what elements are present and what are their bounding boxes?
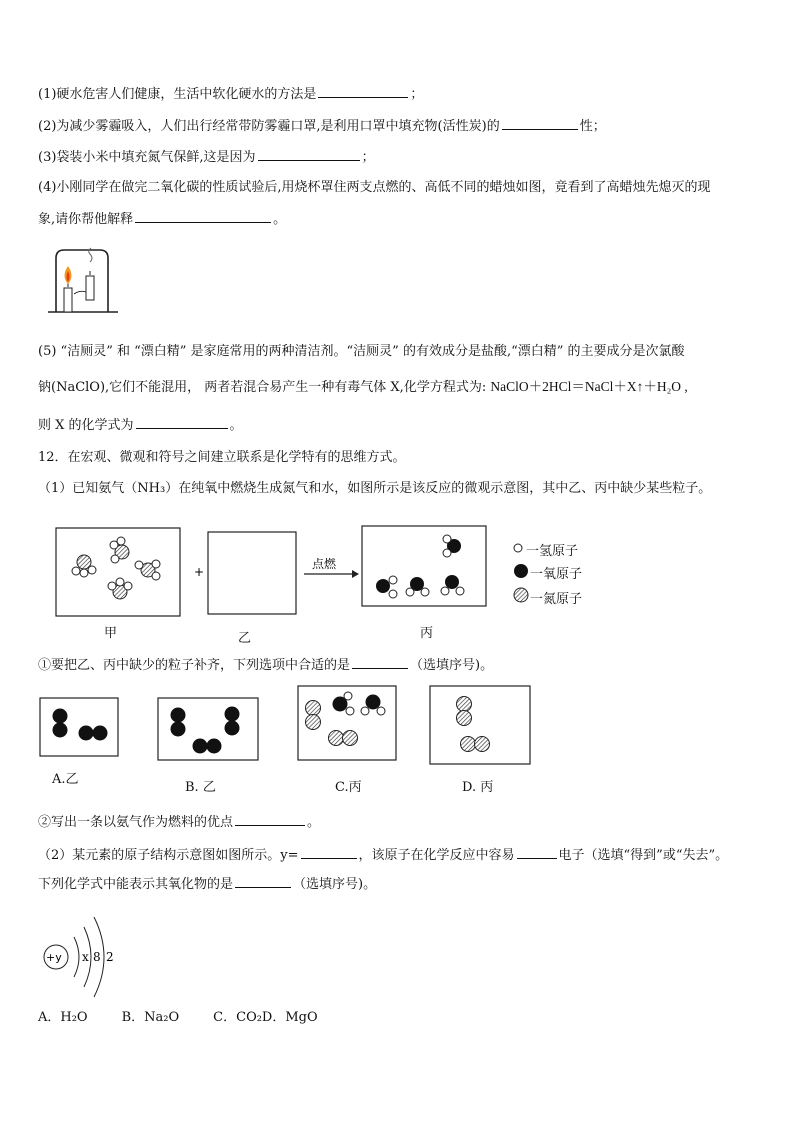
answer-blank[interactable] [235, 874, 291, 888]
candle-beaker-figure [46, 244, 120, 316]
water-molecule [441, 575, 464, 595]
q12-sub1 [38, 655, 493, 675]
legend-hydrogen: 一氢原子 [526, 544, 579, 559]
arrow-label: 点燃 [312, 557, 337, 571]
q12-sub2 [38, 812, 320, 832]
q12-part2-text4: 下列化学式中能表示其氧化物的是 [38, 877, 234, 892]
q11-part3-text: (3)袋装小米中填充氮气保鲜,这是因为 [38, 150, 256, 165]
q12-choices [38, 1009, 352, 1027]
option-a-box [40, 698, 118, 756]
water-molecule [443, 535, 461, 557]
q12-part2-text3: 电子（选填“得到”或“失去”。 [558, 848, 729, 863]
choice-a[interactable]: A．H₂O [38, 1010, 88, 1025]
q11-part5-text2: 钠(NaClO),它们不能混用， 两者若混合易产生一种有毒气体 X,化学方程式为: [38, 380, 487, 395]
q11-part4-text2: 象,请你帮他解释 [38, 212, 134, 227]
chemical-equation: NaClO＋2HCl＝NaCl＋X↑＋H₂O , [490, 379, 688, 394]
q11-part5-text1: (5) “洁厕灵” 和 “漂白精” 是家庭常用的两种清洁剂。“洁厕灵” 的有效成分是盐酸,“漂白精” 的主要成分是次氯酸 [38, 344, 685, 359]
shell-1-count: x [82, 950, 89, 964]
q11-part5-tail: 。 [229, 418, 243, 433]
q11-part2-text: (2)为减少雾霾吸入，人们出行经常带防雾霾口罩,是利用口罩中填充物(活性炭)的 [38, 119, 500, 134]
q12-title [38, 449, 406, 467]
nh3-molecule [72, 555, 96, 577]
q12-part2-line1 [38, 845, 728, 865]
option-c-label[interactable]: C.丙 [335, 780, 362, 795]
answer-blank[interactable] [135, 209, 271, 223]
option-d-box [430, 686, 530, 764]
q11-part4-text1: (4)小刚同学在做完二氧化碳的性质试验后,用烧杯罩住两支点燃的、高低不同的蜡烛如图，竟看到了高蜡烛先熄灭的现 [38, 180, 711, 195]
q12-sub1-text: ①要把乙、丙中缺少的粒子补齐，下列选项中合适的是 [38, 658, 351, 673]
legend-oxygen-symbol [514, 564, 528, 578]
q12-title-text: 12．在宏观、微观和符号之间建立联系是化学特有的思维方式。 [38, 450, 406, 465]
answer-blank[interactable] [258, 147, 360, 161]
label-jia: 甲 [104, 626, 118, 641]
option-d-label[interactable]: D. 丙 [462, 780, 494, 795]
q11-part4-line2 [38, 209, 286, 229]
nh3-molecule [135, 560, 160, 580]
choice-c-d[interactable]: C．CO₂D．MgO [213, 1010, 318, 1025]
q11-part1-tail: ； [410, 87, 424, 102]
q11-part5-line2 [38, 378, 688, 397]
legend-nitrogen: 一氮原子 [530, 592, 583, 607]
q12-sub2-tail: 。 [307, 815, 321, 830]
q12-part2-text2: ，该原子在化学反应中容易 [358, 848, 515, 863]
legend-oxygen: 一氧原子 [530, 567, 583, 582]
answer-blank[interactable] [318, 84, 408, 98]
q11-part3-tail: ； [361, 150, 375, 165]
nh3-molecule [110, 537, 129, 563]
option-figures [36, 682, 536, 772]
q11-part1 [38, 84, 423, 104]
q12-part1-text: （1）已知氨气（NH₃）在纯氧中燃烧生成氮气和水，如图所示是该反应的微观示意图，其中乙、丙中缺少某些粒子。 [38, 481, 712, 496]
q12-part2-tail: （选填序号)。 [293, 877, 377, 892]
q12-part2-line2 [38, 874, 376, 894]
shell-3-count: 2 [106, 950, 114, 964]
label-yi: 乙 [238, 631, 252, 646]
q11-part4-tail: 。 [273, 212, 287, 227]
q11-part5-line3 [38, 415, 243, 435]
option-a-label[interactable]: A.乙 [52, 772, 79, 787]
nh3-molecule [108, 578, 132, 599]
q11-part5-line1 [38, 343, 685, 361]
q11-part1-text: (1)硬水危害人们健康，生活中软化硬水的方法是 [38, 87, 317, 102]
answer-blank[interactable] [301, 845, 357, 859]
box-yi [208, 532, 296, 614]
q11-part4-line1 [38, 179, 711, 197]
water-molecule [376, 576, 397, 598]
answer-blank[interactable] [517, 845, 557, 859]
q11-part2-tail: 性； [579, 119, 606, 134]
answer-blank[interactable] [235, 812, 305, 826]
legend-nitrogen-symbol [514, 588, 528, 602]
nucleus-label: +y [46, 951, 62, 964]
atom-structure-diagram [40, 905, 150, 1005]
answer-blank[interactable] [136, 415, 228, 429]
shell-2-count: 8 [93, 950, 101, 964]
q11-part3 [38, 147, 375, 167]
answer-blank[interactable] [502, 116, 578, 130]
q12-sub2-text: ②写出一条以氨气作为燃料的优点 [38, 815, 234, 830]
q12-part2-text1: （2）某元素的原子结构示意图如图所示。y= [38, 848, 299, 863]
legend-hydrogen-symbol [514, 544, 522, 552]
q12-sub1-tail: （选填序号)。 [410, 658, 494, 673]
water-molecule [406, 577, 429, 596]
option-b-label[interactable]: B. 乙 [185, 780, 216, 795]
reaction-diagram [50, 520, 610, 620]
choice-b[interactable]: B．Na₂O [121, 1010, 180, 1025]
q11-part5-text3: 则 X 的化学式为 [38, 418, 134, 433]
plus-sign: + [194, 565, 205, 579]
label-bing: 丙 [420, 626, 434, 641]
answer-blank[interactable] [352, 655, 408, 669]
q11-part2 [38, 116, 606, 136]
q12-part1 [38, 480, 711, 498]
